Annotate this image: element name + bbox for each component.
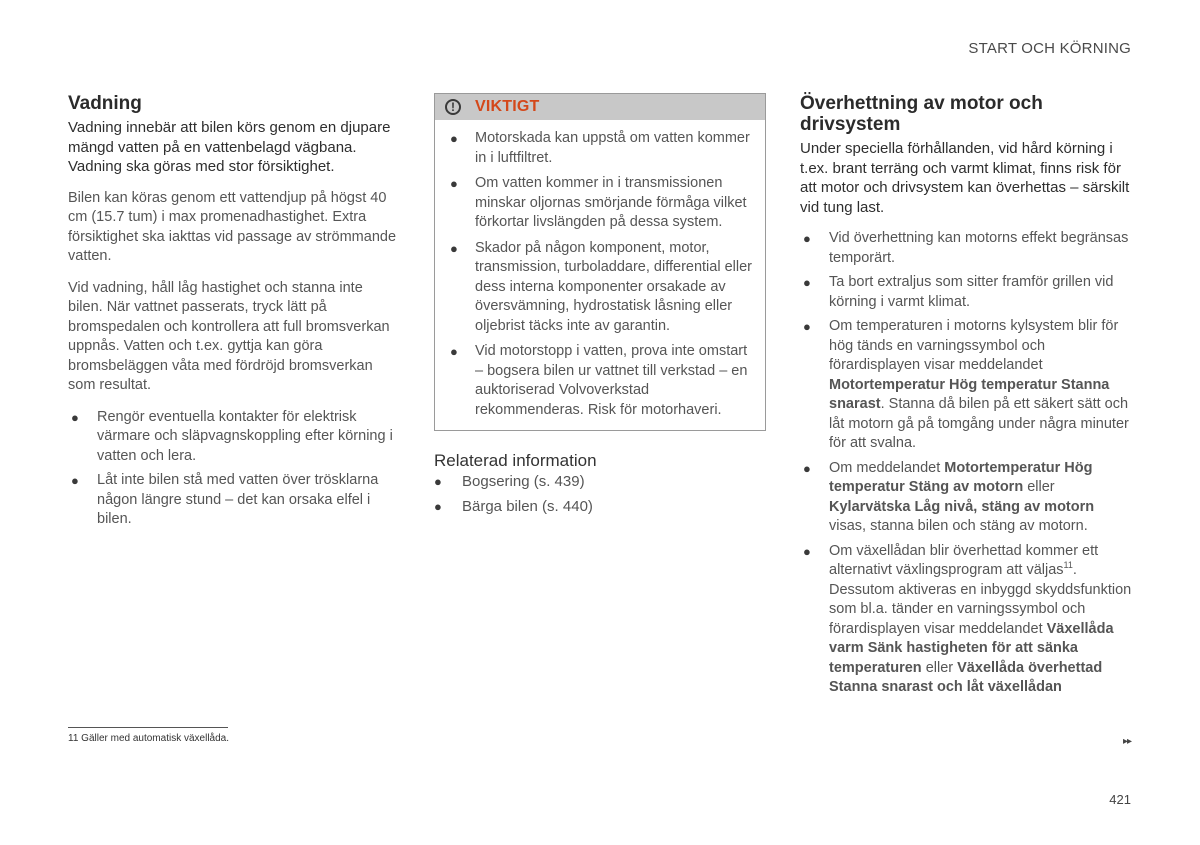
related-link[interactable]: ● Bärga bilen (s. 440) [434,497,593,515]
footnote-divider [68,727,228,728]
column-overheating [800,93,1133,703]
bullet-icon: ● [803,319,811,335]
list-item: ● Om meddelandet Motortemperatur Hög temperatur Stäng av motorn eller Kylarvätska Låg nivå, stäng av motorn visas, stanna bilen och stäng av motorn. [803,459,1095,535]
continue-arrows-icon: ▸▸ [1122,736,1131,747]
list-item: ● Ta bort extraljus som sitter framför grillen vid körning i varmt klimat. [803,274,1114,310]
bullet-list [68,408,400,530]
bullet-icon: ● [434,474,442,489]
warning-title: VIKTIGT [475,98,540,115]
bullet-icon: ● [450,131,458,146]
list-item: ● Om vatten kommer in i transmissionen minskar oljornas smörjande förmåga vilket förkortar livslängden på dessa system. [450,175,747,230]
list-item: ● Motorskada kan uppstå om vatten kommer in i luftfiltret. [450,130,750,166]
list-item: ● Rengör eventuella kontakter för elektrisk värmare och släpvagnskoppling efter körning i vatten och lera. [71,408,393,464]
footnote-ref: 11 [1063,560,1073,571]
list-item: ● Om temperaturen i motorns kylsystem blir för hög tänds en varningssymbol och förardisplayen visar meddelandet Motortemperatur Hög temperatur Stanna snarast. Stanna då bilen på ett säkert sätt och låt motorn gå på tomgång under några minuter för att svalna. [803,318,1129,452]
display-message: Motortemperatur Hög temperatur Stanna snarast [829,376,1110,413]
paragraph: Bilen kan köras genom ett vattendjup på högst 40 cm (15.7 tum) i max promenadhastighet. Extra försiktighet ska iakttas vid passage av strömmande vatten. [68,189,397,265]
bullet-list [800,229,1133,698]
lead-paragraph: Under speciella förhållanden, vid hård körning i t.ex. brant terräng och varmt klimat, finns risk för att motor och drivsystem kan överhettas – särskilt vid tung last. [800,140,1130,216]
bullet-icon: ● [71,409,79,425]
display-message: Kylarvätska Låg nivå, stäng av motorn [829,498,1095,515]
page-number: 421 [1109,792,1131,807]
exclamation-icon: ! [445,99,461,115]
display-message: Växellåda överhettad Stanna snarast och låt växellådan [829,659,1103,696]
bullet-icon: ● [450,176,458,191]
lead-paragraph: Vadning innebär att bilen körs genom en djupare mängd vatten på en vattenbelagd vägbana. Vadning ska göras med stor försiktighet. [68,119,391,176]
heading-overheating: Överhettning av motor och drivsystem [800,93,1043,135]
list-item: ● Vid överhettning kan motorns effekt begränsas temporärt. [803,230,1129,266]
warning-header [435,94,765,120]
bullet-icon: ● [450,344,458,359]
list-item: ● Om växellådan blir överhettad kommer ett alternativt växlingsprogram att väljas$^{11}$. Dessutom aktiveras en inbyggd skyddsfunktion som bl.a. tänder en varningssymbol och förardisplayen visar meddelandet Växellåda varm Sänk hastigheten för att sänka temperaturen eller Växellåda överhettad Stanna snarast och låt växellådan [803,542,1132,696]
footnote: 11 Gäller med automatisk växellåda. [68,733,230,744]
related-links [434,472,766,516]
bullet-icon: ● [434,498,442,514]
bullet-icon: ● [71,473,79,489]
heading-vadning: Vadning [68,93,142,114]
list-item: ● Skador på någon komponent, motor, transmission, turboladdare, differential eller dess interna komponenter orsakade av översvämning, hydrostatisk låsning eller oljebrist täcks inte av garantin. [450,239,752,334]
list-item: ● Låt inte bilen stå med vatten över trösklarna någon längre stund – det kan orsaka elfel i bilen. [71,472,379,528]
column-vadning [68,93,400,535]
bullet-icon: ● [803,543,811,559]
display-message: Motortemperatur Hög temperatur Stäng av motorn [829,459,1093,496]
warning-box [434,93,766,431]
bullet-icon: ● [803,460,811,476]
paragraph: Vid vadning, håll låg hastighet och stanna inte bilen. När vattnet passerats, tryck lätt på bromspedalen och kontrollera att full bromsverkan uppnås. Vatten och t.ex. gyttja kan göra bromsbeläggen våta med fördröjd bromsverkan som resultat. [68,279,390,394]
display-message: Växellåda varm Sänk hastigheten för att sänka temperaturen [829,620,1114,676]
bullet-icon: ● [803,231,811,247]
bullet-icon: ● [803,275,811,291]
related-link[interactable]: ● Bogsering (s. 439) [434,473,585,490]
warning-body [435,120,765,430]
list-item: ● Vid motorstopp i vatten, prova inte omstart – bogsera bilen ur vattnet till verkstad – en auktoriserad Volvoverkstad rekommenderas. Risk för motorhaveri. [450,343,748,418]
section-header: START OCH KÖRNING [968,40,1131,57]
warning-list [447,129,755,420]
column-warning [434,93,766,521]
related-info-heading: Relaterad information [434,451,597,470]
bullet-icon: ● [450,240,458,256]
